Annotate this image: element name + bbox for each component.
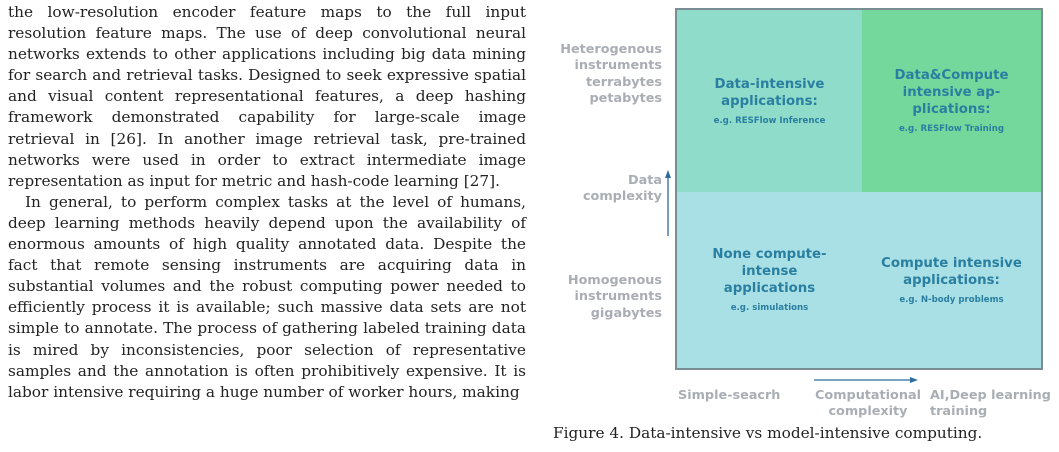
quadrant-example: e.g. RESFlow Training: [898, 124, 1005, 134]
x-label-line: complexity: [828, 404, 908, 420]
text-line: the low-resolution encoder feature maps to the full input: [8, 3, 526, 21]
text-line: data. Despite the fact that remote sensing instruments: [8, 235, 526, 275]
text-line: neural networks extends to other applications including: [8, 24, 526, 64]
text-line: are acquiring data in substantial volumes and the robust: [8, 256, 526, 296]
y-label-line: terrabytes: [586, 74, 662, 90]
text-line: big data mining for search and retrieval tasks. Designed to: [8, 45, 526, 85]
quadrant-title-line: applications: [723, 281, 816, 296]
y-label-line: petabytes: [589, 91, 662, 107]
text-line: In general, to perform complex tasks at the level of: [25, 192, 453, 211]
text-line: to extract intermediate image representation as input for: [8, 150, 526, 190]
y-label-line: instruments: [574, 289, 662, 305]
y-axis-arrow: [665, 170, 671, 236]
quadrant-title-line: plications:: [912, 102, 991, 117]
quadrant-example: e.g. N-body problems: [899, 294, 1004, 305]
text-line: availability of enormous amounts of high quality annotated: [8, 213, 526, 254]
quadrant-example: e.g. simulations: [730, 303, 809, 313]
y-label-line: instruments: [574, 58, 662, 74]
text-line: retrieval task, pre-trained networks were used in order: [8, 129, 526, 169]
quadrant-title-line: Compute intensive: [881, 255, 1022, 271]
figure-caption: Figure 4. Data-intensive vs model-intensive computing.: [553, 424, 983, 442]
quadrant-title-line: intensive ap-: [902, 85, 1001, 100]
text-line: process of gathering labeled training data is mired by: [8, 319, 526, 359]
y-label-line: Data: [627, 173, 662, 188]
x-axis-arrow: [814, 377, 918, 383]
text-line: intensive requiring a huge number of worker hours, making: [53, 382, 520, 401]
quadrant-title-line: applications:: [903, 272, 1000, 288]
x-label-line: training: [930, 404, 988, 420]
quadrant-title-line: applications:: [721, 93, 818, 109]
text-line: inconsistencies, poor selection of representative samples and: [8, 340, 526, 380]
x-label-simple-search: Simple-seacrh: [678, 388, 781, 403]
quadrant-example: e.g. RESFlow Inference: [713, 115, 826, 126]
x-label-ai-deep-learning: [930, 388, 1051, 421]
quadrant-title-line: intense: [741, 264, 798, 279]
text-line: the annotation is often prohibitively expensive. It is labor: [8, 361, 526, 401]
y-label-line: complexity: [582, 189, 662, 205]
text-line: for large-scale image retrieval in [26]. In another image: [8, 108, 526, 148]
quadrant-title-line: Data-intensive: [714, 76, 825, 92]
y-label-line: gigabytes: [590, 305, 662, 321]
x-label-computational-complexity: [808, 388, 928, 421]
y-label-line: Heterogenous: [560, 42, 662, 57]
text-line: such massive data sets are not simple to annotate. The: [8, 298, 526, 338]
x-label-line: Computational: [815, 388, 921, 403]
quadrant-title-line: None compute-: [712, 247, 827, 262]
quadrant-title-line: Data&Compute: [894, 68, 1009, 83]
text-line: seek expressive spatial and visual content representational: [8, 66, 526, 106]
text-line: computing power needed to efficiently process it is available;: [8, 277, 526, 317]
x-label-line: AI,Deep learning: [930, 388, 1051, 403]
text-line: resolution feature maps. The use of deep convolutional: [8, 24, 467, 43]
y-label-line: Homogenous: [567, 273, 662, 288]
text-line: features, a deep hashing framework demonstrated capability: [8, 87, 526, 127]
text-line: humans, deep learning methods heavily depend upon the: [8, 192, 526, 232]
text-line: metric and hash-code learning [27].: [221, 171, 500, 190]
